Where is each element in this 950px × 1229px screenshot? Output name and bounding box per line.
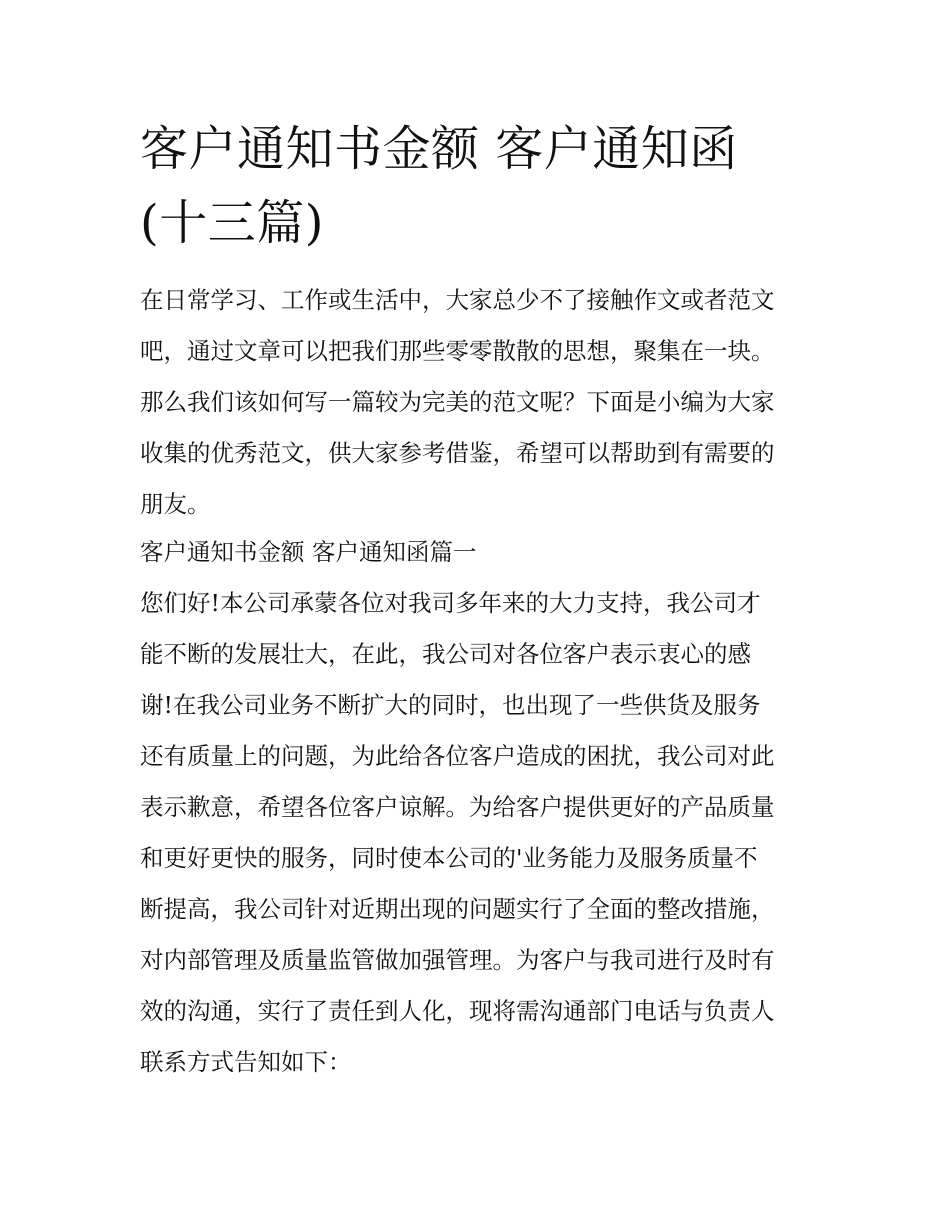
intro-line: 吧，通过文章可以把我们那些零零散散的思想，聚集在一块。 bbox=[140, 337, 775, 365]
intro-line: 那么我们该如何写一篇较为完美的范文呢？下面是小编为大家 bbox=[140, 388, 775, 416]
section-line: 您们好!本公司承蒙各位对我司多年来的大力支持，我公司才 bbox=[140, 589, 761, 617]
intro-paragraph bbox=[140, 275, 820, 530]
section-line: 表示歉意，希望各位客户谅解。为给客户提供更好的产品质量 bbox=[140, 793, 775, 821]
section-line: 谢!在我公司业务不断扩大的同时，也出现了一些供货及服务 bbox=[140, 691, 761, 719]
section-line: 能不断的发展壮大，在此，我公司对各位客户表示衷心的感 bbox=[140, 640, 751, 668]
section-line: 断提高，我公司针对近期出现的问题实行了全面的整改措施， bbox=[140, 895, 775, 923]
section-line: 对内部管理及质量监管做加强管理。为客户与我司进行及时有 bbox=[140, 946, 775, 974]
intro-line: 收集的优秀范文，供大家参考借鉴，希望可以帮助到有需要的 bbox=[140, 439, 775, 467]
section-heading: 客户通知书金额 客户通知函篇一 bbox=[140, 538, 477, 566]
section-line: 还有质量上的问题，为此给各位客户造成的困扰，我公司对此 bbox=[140, 742, 775, 770]
section-line: 和更好更快的服务，同时使本公司的'业务能力及服务质量不 bbox=[140, 844, 758, 872]
section-line: 联系方式告知如下： bbox=[140, 1048, 352, 1076]
document-title bbox=[140, 112, 820, 260]
title-line-2: (十三篇) bbox=[140, 195, 324, 251]
section-line: 效的沟通，实行了责任到人化，现将需沟通部门电话与负责人 bbox=[140, 997, 775, 1025]
intro-line: 朋友。 bbox=[140, 490, 211, 518]
section-paragraph bbox=[140, 578, 820, 1088]
intro-line: 在日常学习、工作或生活中，大家总少不了接触作文或者范文 bbox=[140, 286, 775, 314]
title-line-1: 客户通知书金额 客户通知函 bbox=[140, 121, 738, 177]
